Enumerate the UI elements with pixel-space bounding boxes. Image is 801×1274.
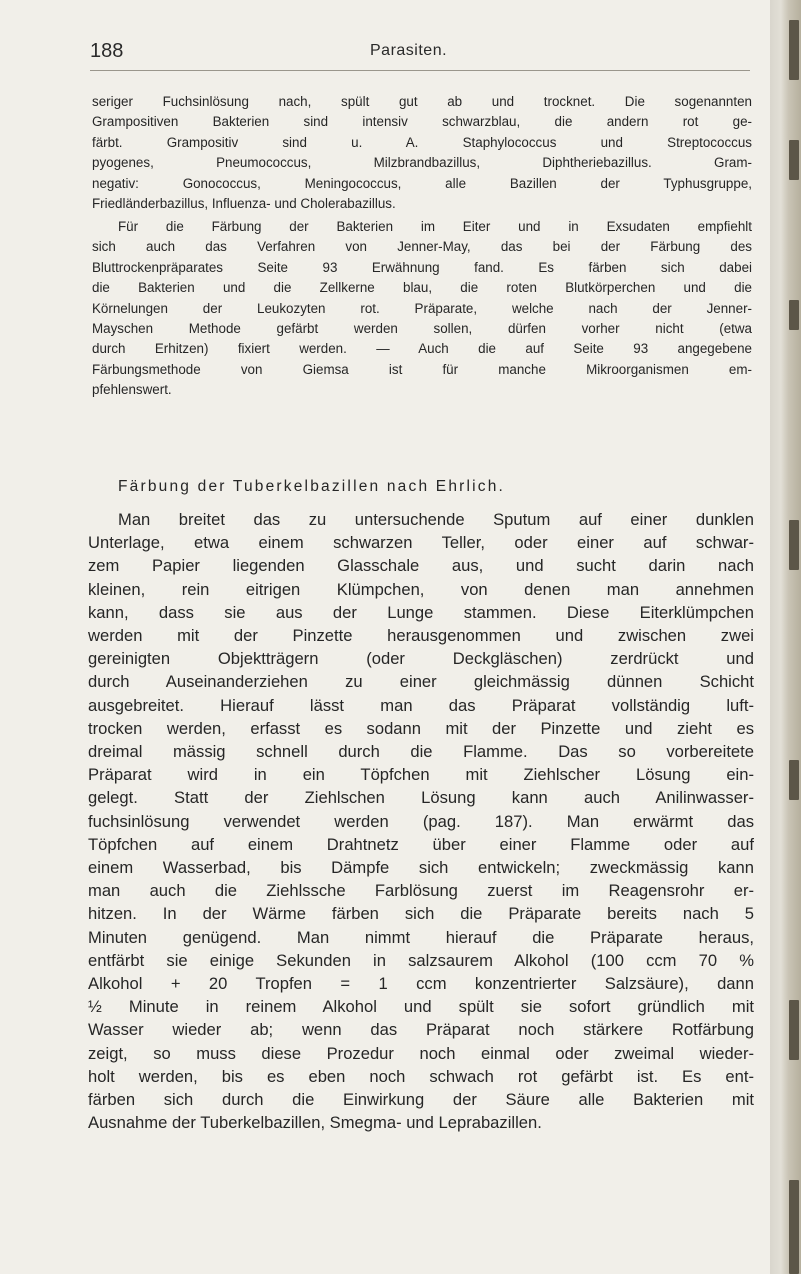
page-edge-mark <box>789 300 799 330</box>
text-line: Unterlage, etwa einem schwarzen Teller, oder einer auf schwar- <box>88 533 754 553</box>
text-line: einem Wasserbad, bis Dämpfe sich entwickeln; zweckmässig kann <box>88 858 754 878</box>
text-line: Friedländerbazillus, Influenza- und Cholerabazillus. <box>92 196 396 212</box>
text-line: durch Erhitzen) fixiert werden. — Auch die auf Seite 93 angegebene <box>92 341 752 357</box>
text-line: durch Auseinanderziehen zu einer gleichmässig dünnen Schicht <box>88 672 754 692</box>
text-line: pyogenes, Pneumococcus, Milzbrandbazillus, Diphtheriebazillus. Gram- <box>92 155 752 171</box>
text-line: holt werden, bis es eben noch schwach rot gefärbt ist. Es ent- <box>88 1066 754 1086</box>
text-line: Bluttrockenpräparates Seite 93 Erwähnung fand. Es färben sich dabei <box>92 259 752 275</box>
page-edge-mark <box>789 20 799 80</box>
text-line: zem Papier liegenden Glasschale aus, und sucht darin nach <box>88 556 754 576</box>
paragraph-gram-stain <box>92 92 752 214</box>
text-line: Körnelungen der Leukozyten rot. Präparate, welche nach der Jenner- <box>92 300 752 316</box>
paragraph-jenner-may <box>92 217 752 401</box>
text-line: gelegt. Statt der Ziehlschen Lösung kann auch Anilinwasser- <box>88 788 754 808</box>
text-line: färben sich durch die Einwirkung der Säure alle Bakterien mit <box>88 1090 754 1110</box>
text-line: Präparat wird in ein Töpfchen mit Ziehlscher Lösung ein- <box>88 765 754 785</box>
text-line: hitzen. In der Wärme färben sich die Präparate bereits nach 5 <box>88 904 754 924</box>
text-line: färbt. Grampositiv sind u. A. Staphylococcus und Streptococcus <box>92 134 752 150</box>
page-edge-mark <box>789 1180 799 1274</box>
section-heading: Färbung der Tuberkelbazillen nach Ehrlich. <box>118 478 506 495</box>
text-line: Grampositiven Bakterien sind intensiv schwarzblau, die andern rot ge- <box>92 114 752 130</box>
text-line: Für die Färbung der Bakterien im Eiter und in Exsudaten empfiehlt <box>118 219 752 234</box>
text-line: die Bakterien und die Zellkerne blau, die roten Blutkörperchen und die <box>92 280 752 296</box>
text-line: Töpfchen auf einem Drahtnetz über einer Flamme oder auf <box>88 834 754 854</box>
text-line: Färbungsmethode von Giemsa ist für manche Mikroorganismen em- <box>92 361 752 377</box>
paragraph-ehrlich-method <box>88 508 754 1134</box>
page-edge-mark <box>789 1000 799 1060</box>
text-line: man auch die Ziehlssche Farblösung zuerst im Reagensrohr er- <box>88 881 754 901</box>
text-line: kleinen, rein eitrigen Klümpchen, von denen man annehmen <box>88 579 754 599</box>
text-line: ausgebreitet. Hierauf lässt man das Präparat vollständig luft- <box>88 695 754 715</box>
text-line: Minuten genügend. Man nimmt hierauf die Präparate heraus, <box>88 927 754 947</box>
text-line: Wasser wieder ab; wenn das Präparat noch stärkere Rotfärbung <box>88 1020 754 1040</box>
text-line: dreimal mässig schnell durch die Flamme. Das so vorbereitete <box>88 742 754 762</box>
text-line: Man breitet das zu untersuchende Sputum auf einer dunklen <box>118 510 754 529</box>
text-line: negativ: Gonococcus, Meningococcus, alle Bazillen der Typhusgruppe, <box>92 175 752 191</box>
text-line: Mayschen Methode gefärbt werden sollen, dürfen vorher nicht (etwa <box>92 321 752 337</box>
text-line: pfehlenswert. <box>92 382 172 398</box>
running-header <box>90 40 750 71</box>
page-edge-mark <box>789 140 799 180</box>
text-line: fuchsinlösung verwendet werden (pag. 187). Man erwärmt das <box>88 811 754 831</box>
page-edge-mark <box>789 520 799 570</box>
text-line: kann, dass sie aus der Lunge stammen. Diese Eiterklümpchen <box>88 602 754 622</box>
text-line: seriger Fuchsinlösung nach, spült gut ab und trocknet. Die sogenannten <box>92 94 752 109</box>
text-line: Alkohol + 20 Tropfen = 1 ccm konzentrierter Salzsäure), dann <box>88 974 754 994</box>
page-edge-mark <box>789 760 799 800</box>
text-line: entfärbt sie einige Sekunden in salzsaurem Alkohol (100 ccm 70 % <box>88 950 754 970</box>
page-edge-shadow <box>770 0 801 1274</box>
text-line: sich auch das Verfahren von Jenner-May, das bei der Färbung des <box>92 239 752 255</box>
text-line: Ausnahme der Tuberkelbazillen, Smegma- und Leprabazillen. <box>88 1113 542 1133</box>
text-line: werden mit der Pinzette herausgenommen und zwischen zwei <box>88 626 754 646</box>
page-number: 188 <box>90 40 124 62</box>
text-line: zeigt, so muss diese Prozedur noch einmal oder zweimal wieder- <box>88 1043 754 1063</box>
text-line: gereinigten Objektträgern (oder Deckgläschen) zerdrückt und <box>88 649 754 669</box>
running-head-title: Parasiten. <box>370 42 448 59</box>
text-line: ½ Minute in reinem Alkohol und spült sie sofort gründlich mit <box>88 997 754 1017</box>
text-line: trocken werden, erfasst es sodann mit der Pinzette und zieht es <box>88 718 754 738</box>
